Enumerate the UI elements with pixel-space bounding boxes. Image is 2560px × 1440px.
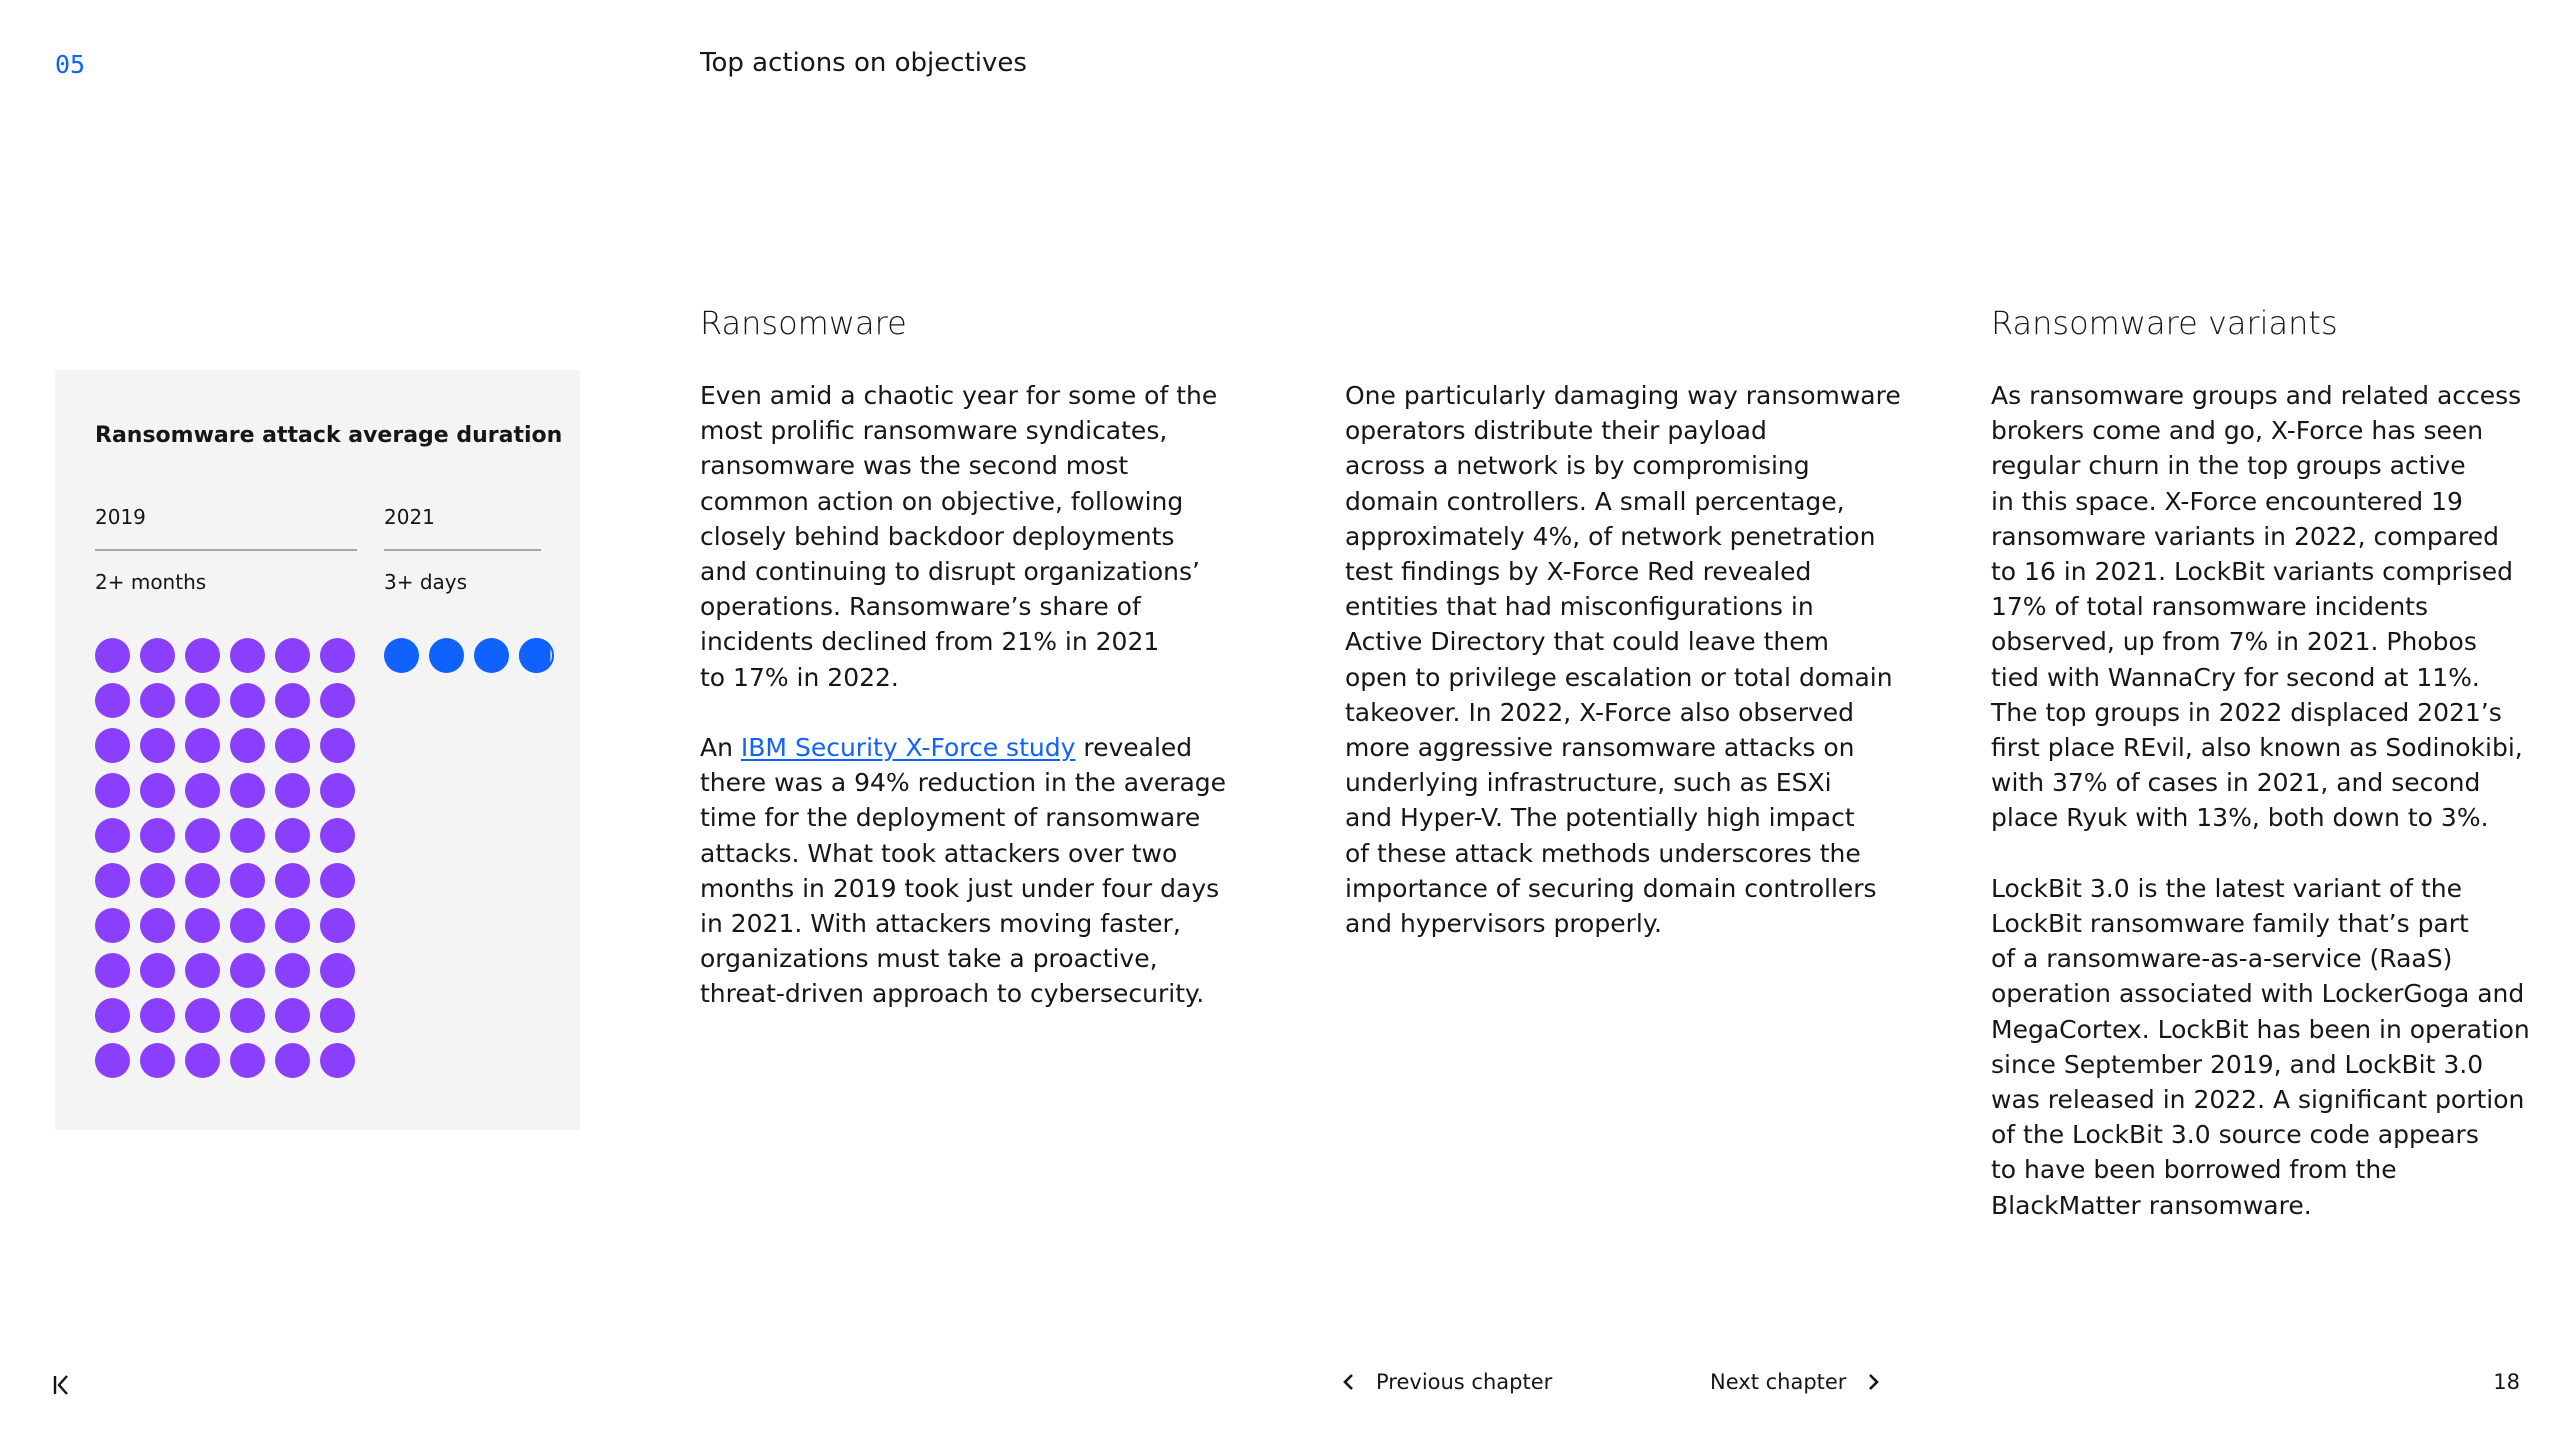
dot-2019 (185, 1043, 220, 1078)
paragraph (700, 730, 1260, 1012)
dot-2019 (320, 998, 355, 1033)
text-line: more aggressive ransomware attacks on (1345, 733, 1855, 763)
text-line: BlackMatter ransomware. (1991, 1190, 2312, 1220)
text-line: One particularly damaging way ransomware (1345, 381, 1901, 410)
dot-2019 (140, 1043, 175, 1078)
text-line: time for the deployment of ransomware (700, 803, 1201, 833)
paragraph (700, 378, 1260, 695)
dot-2019 (140, 638, 175, 673)
year-divider-2019 (95, 549, 357, 551)
text-line: across a network is by compromising (1345, 451, 1810, 481)
text-line: takeover. In 2022, X-Force also observed (1345, 697, 1855, 727)
text-line: operations. Ransomware’s share of (700, 592, 1141, 622)
dot-2019 (185, 998, 220, 1033)
dot-2019 (230, 683, 265, 718)
dot-2019 (140, 683, 175, 718)
heading-ransomware: Ransomware (700, 304, 907, 342)
dot-2021 (384, 638, 419, 673)
text-line: and continuing to disrupt organizations’ (700, 557, 1200, 587)
text-line: tied with WannaCry for second at 11%. (1991, 662, 2480, 692)
text-line: months in 2019 took just under four days (700, 873, 1220, 903)
chapter-title: Top actions on objectives (700, 48, 1027, 78)
column-ransomware-variants (1991, 378, 2551, 1258)
text-line: with 37% of cases in 2021, and second (1991, 768, 2481, 798)
first-page-icon (50, 1372, 76, 1398)
dot-2019 (95, 818, 130, 853)
dot-2019 (185, 818, 220, 853)
chevron-left-icon (1340, 1371, 1358, 1393)
dot-2019 (320, 818, 355, 853)
text-line: approximately 4%, of network penetration (1345, 521, 1876, 551)
dot-2019 (140, 998, 175, 1033)
text-line: to 17% in 2022. (700, 662, 899, 692)
chapter-number: 05 (55, 50, 86, 79)
heading-ransomware-variants: Ransomware variants (1991, 304, 2338, 342)
dot-2019 (185, 908, 220, 943)
text-line: threat-driven approach to cybersecurity. (700, 979, 1205, 1009)
text-line: test findings by X-Force Red revealed (1345, 557, 1812, 587)
dot-2021 (429, 638, 464, 673)
dot-2019 (230, 863, 265, 898)
link-line (700, 730, 1260, 765)
dot-2019 (95, 683, 130, 718)
dot-2019 (140, 773, 175, 808)
dot-2019 (140, 908, 175, 943)
dot-2019 (95, 863, 130, 898)
text-line: The top groups in 2022 displaced 2021’s (1991, 697, 2502, 727)
text-line: was released in 2022. A significant portion (1991, 1085, 2525, 1115)
text-line: of the LockBit 3.0 source code appears (1991, 1120, 2479, 1150)
dot-2019 (140, 863, 175, 898)
text-line: domain controllers. A small percentage, (1345, 486, 1845, 516)
dot-2019 (185, 683, 220, 718)
dot-2019 (275, 1043, 310, 1078)
next-chapter-button[interactable] (1710, 1370, 1882, 1394)
dot-2019 (140, 728, 175, 763)
year-label-2021: 2021 (384, 505, 435, 529)
year-divider-2021 (384, 549, 541, 551)
text-line: Active Directory that could leave them (1345, 627, 1829, 657)
dot-2019 (320, 1043, 355, 1078)
text-line: in 2021. With attackers moving faster, (700, 909, 1181, 939)
dot-2019 (95, 728, 130, 763)
text-line: importance of securing domain controllers (1345, 873, 1877, 903)
column-domain-controllers (1345, 378, 1905, 976)
paragraph (1991, 378, 2551, 836)
dot-2019 (140, 818, 175, 853)
dot-2019 (230, 908, 265, 943)
text-line: organizations must take a proactive, (700, 944, 1158, 974)
text-line: since September 2019, and LockBit 3.0 (1991, 1049, 2484, 1079)
text-line: operators distribute their payload (1345, 416, 1767, 446)
next-chapter-label: Next chapter (1710, 1370, 1847, 1394)
chevron-right-icon (1864, 1371, 1882, 1393)
dot-2019 (275, 953, 310, 988)
dot-2019 (230, 818, 265, 853)
dot-2019 (185, 773, 220, 808)
text-line: operation associated with LockerGoga and (1991, 979, 2525, 1009)
dot-2019 (320, 728, 355, 763)
text-line: LockBit 3.0 is the latest variant of the (1991, 873, 2462, 903)
xforce-study-link[interactable]: IBM Security X-Force study (740, 733, 1076, 763)
text-line: ransomware variants in 2022, compared (1991, 521, 2500, 551)
dot-2019 (275, 818, 310, 853)
text-line: regular churn in the top groups active (1991, 451, 2466, 481)
dot-2019 (185, 638, 220, 673)
text-line: entities that had misconfigurations in (1345, 592, 1814, 622)
dot-2019 (275, 863, 310, 898)
dot-2019 (185, 863, 220, 898)
dot-2019 (320, 773, 355, 808)
dot-partial-2021 (519, 638, 554, 673)
text-line: most prolific ransomware syndicates, (700, 416, 1168, 446)
dot-grid-2019 (95, 638, 365, 1078)
dot-2019 (320, 953, 355, 988)
link-prefix: An (700, 733, 741, 763)
dot-2019 (320, 908, 355, 943)
text-line: common action on objective, following (700, 486, 1184, 516)
dot-2019 (275, 638, 310, 673)
duration-label-2019: 2+ months (95, 570, 207, 594)
dot-2019 (95, 638, 130, 673)
dot-2019 (320, 863, 355, 898)
dot-2019 (275, 683, 310, 718)
text-line: MegaCortex. LockBit has been in operation (1991, 1014, 2530, 1044)
dot-2019 (230, 728, 265, 763)
dot-2019 (320, 638, 355, 673)
duration-label-2021: 3+ days (384, 570, 468, 594)
dot-2019 (95, 773, 130, 808)
dot-2019 (275, 908, 310, 943)
text-line: ransomware was the second most (700, 451, 1129, 481)
dot-2019 (185, 728, 220, 763)
text-line: and Hyper-V. The potentially high impact (1345, 803, 1855, 833)
text-line: closely behind backdoor deployments (700, 521, 1175, 551)
text-line: to have been borrowed from the (1991, 1155, 2397, 1185)
previous-chapter-button[interactable] (1340, 1370, 1552, 1394)
paragraph (1345, 378, 1905, 941)
dot-grid-2021 (384, 638, 564, 682)
dot-2019 (320, 683, 355, 718)
dot-2021 (474, 638, 509, 673)
text-line: there was a 94% reduction in the average (700, 768, 1227, 798)
page-number: 18 (2493, 1370, 2520, 1394)
dot-2019 (230, 773, 265, 808)
dot-2019 (185, 953, 220, 988)
dot-2019 (95, 1043, 130, 1078)
year-label-2019: 2019 (95, 505, 146, 529)
text-line: observed, up from 7% in 2021. Phobos (1991, 627, 2477, 657)
dot-2019 (95, 908, 130, 943)
text-line: attacks. What took attackers over two (700, 838, 1178, 868)
dot-2019 (230, 998, 265, 1033)
link-suffix: revealed (1075, 733, 1193, 763)
ransomware-duration-chart (55, 370, 580, 1130)
text-line: As ransomware groups and related access (1991, 381, 2522, 410)
paragraph (1991, 871, 2551, 1223)
text-line: 17% of total ransomware incidents (1991, 592, 2429, 622)
dot-2019 (95, 998, 130, 1033)
first-page-button[interactable] (50, 1372, 76, 1398)
column-ransomware (700, 378, 1260, 1047)
text-line: open to privilege escalation or total domain (1345, 662, 1893, 692)
text-line: of these attack methods underscores the (1345, 838, 1861, 868)
dot-2019 (230, 638, 265, 673)
dot-2019 (140, 953, 175, 988)
text-line: in this space. X-Force encountered 19 (1991, 486, 2463, 516)
text-line: place Ryuk with 13%, both down to 3%. (1991, 803, 2489, 833)
text-line: Even amid a chaotic year for some of the (700, 381, 1218, 410)
text-line: brokers come and go, X-Force has seen (1991, 416, 2484, 446)
dot-2019 (230, 953, 265, 988)
chart-title: Ransomware attack average duration (95, 423, 563, 448)
text-line: to 16 in 2021. LockBit variants comprised (1991, 557, 2513, 587)
text-line: LockBit ransomware family that’s part (1991, 909, 2469, 939)
dot-2019 (275, 728, 310, 763)
text-line: first place REvil, also known as Sodinokibi, (1991, 733, 2523, 763)
dot-2019 (95, 953, 130, 988)
text-line: underlying infrastructure, such as ESXi (1345, 768, 1832, 798)
previous-chapter-label: Previous chapter (1376, 1370, 1553, 1394)
text-line: incidents declined from 21% in 2021 (700, 627, 1160, 657)
text-line: and hypervisors properly. (1345, 909, 1663, 939)
text-line: of a ransomware-as-a-service (RaaS) (1991, 944, 2453, 974)
dot-2019 (230, 1043, 265, 1078)
dot-2019 (275, 773, 310, 808)
dot-2019 (275, 998, 310, 1033)
